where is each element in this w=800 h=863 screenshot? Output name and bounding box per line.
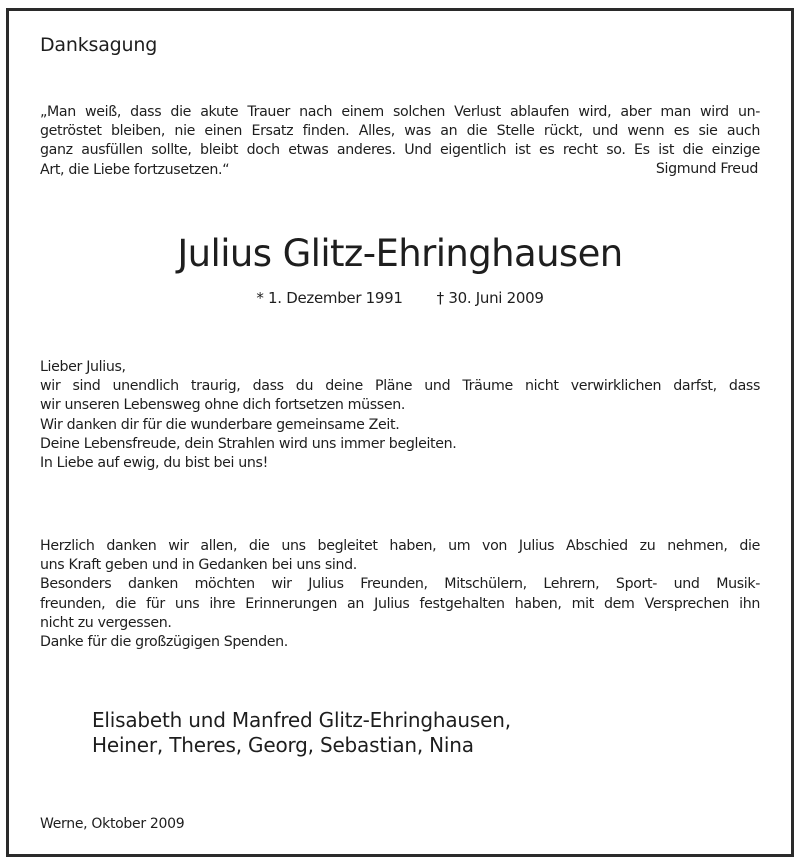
birth-date: * 1. Dezember 1991	[256, 289, 403, 307]
quote-line: ganz ausfüllen sollte, bleibt doch etwas anderes. Und eigentlich ist es recht so. Es ist die einzige	[40, 142, 760, 159]
death-date: † 30. Juni 2009	[436, 289, 544, 307]
thanks-block	[40, 537, 760, 652]
quote-line: getröstet bleiben, nie einen Ersatz finden. Alles, was an die Stelle rückt, und wenn es sie auch	[40, 123, 760, 140]
signer-line: Heiner, Theres, Georg, Sebastian, Nina	[92, 733, 474, 757]
letter-line: wir unseren Lebensweg ohne dich fortsetzen müssen.	[40, 397, 406, 414]
letter-line: Wir danken dir für die wunderbare gemeinsame Zeit.	[40, 416, 400, 433]
letter-block	[40, 358, 760, 473]
letter-line: Lieber Julius,	[40, 359, 126, 375]
life-dates	[0, 289, 800, 307]
signers-block	[92, 708, 511, 758]
notice-heading: Danksagung	[40, 34, 158, 56]
quote-line: „Man weiß, dass die akute Trauer nach einem solchen Verlust ablaufen wird, aber man wird un-	[40, 104, 760, 120]
letter-line: wir sind unendlich traurig, dass du deine Pläne und Träume nicht verwirklichen darfst, dass	[40, 378, 760, 395]
thanks-line: Besonders danken möchten wir Julius Freunden, Mitschülern, Lehrern, Sport- und Musik-	[40, 576, 760, 593]
deceased-name: Julius Glitz-Ehringhausen	[177, 232, 623, 275]
quote-block	[40, 103, 760, 180]
letter-line: In Liebe auf ewig, du bist bei uns!	[40, 455, 268, 472]
place-date: Werne, Oktober 2009	[40, 816, 185, 832]
quote-author: Sigmund Freud	[655, 161, 758, 177]
letter-line: Deine Lebensfreude, dein Strahlen wird uns immer begleiten.	[40, 435, 457, 452]
thanks-line: Danke für die großzügigen Spenden.	[40, 634, 288, 651]
thanks-line: freunden, die für uns ihre Erinnerungen an Julius festgehalten haben, mit dem Versprechen ihn	[40, 595, 760, 612]
thanks-line: Herzlich danken wir allen, die uns begleitet haben, um von Julius Abschied zu nehmen, die	[40, 538, 760, 554]
thanks-line: nicht zu vergessen.	[40, 614, 172, 631]
signer-line: Elisabeth und Manfred Glitz-Ehringhausen,	[92, 708, 511, 732]
quote-line: Art, die Liebe fortzusetzen.“	[40, 161, 230, 178]
thanks-line: uns Kraft geben und in Gedanken bei uns sind.	[40, 557, 357, 574]
